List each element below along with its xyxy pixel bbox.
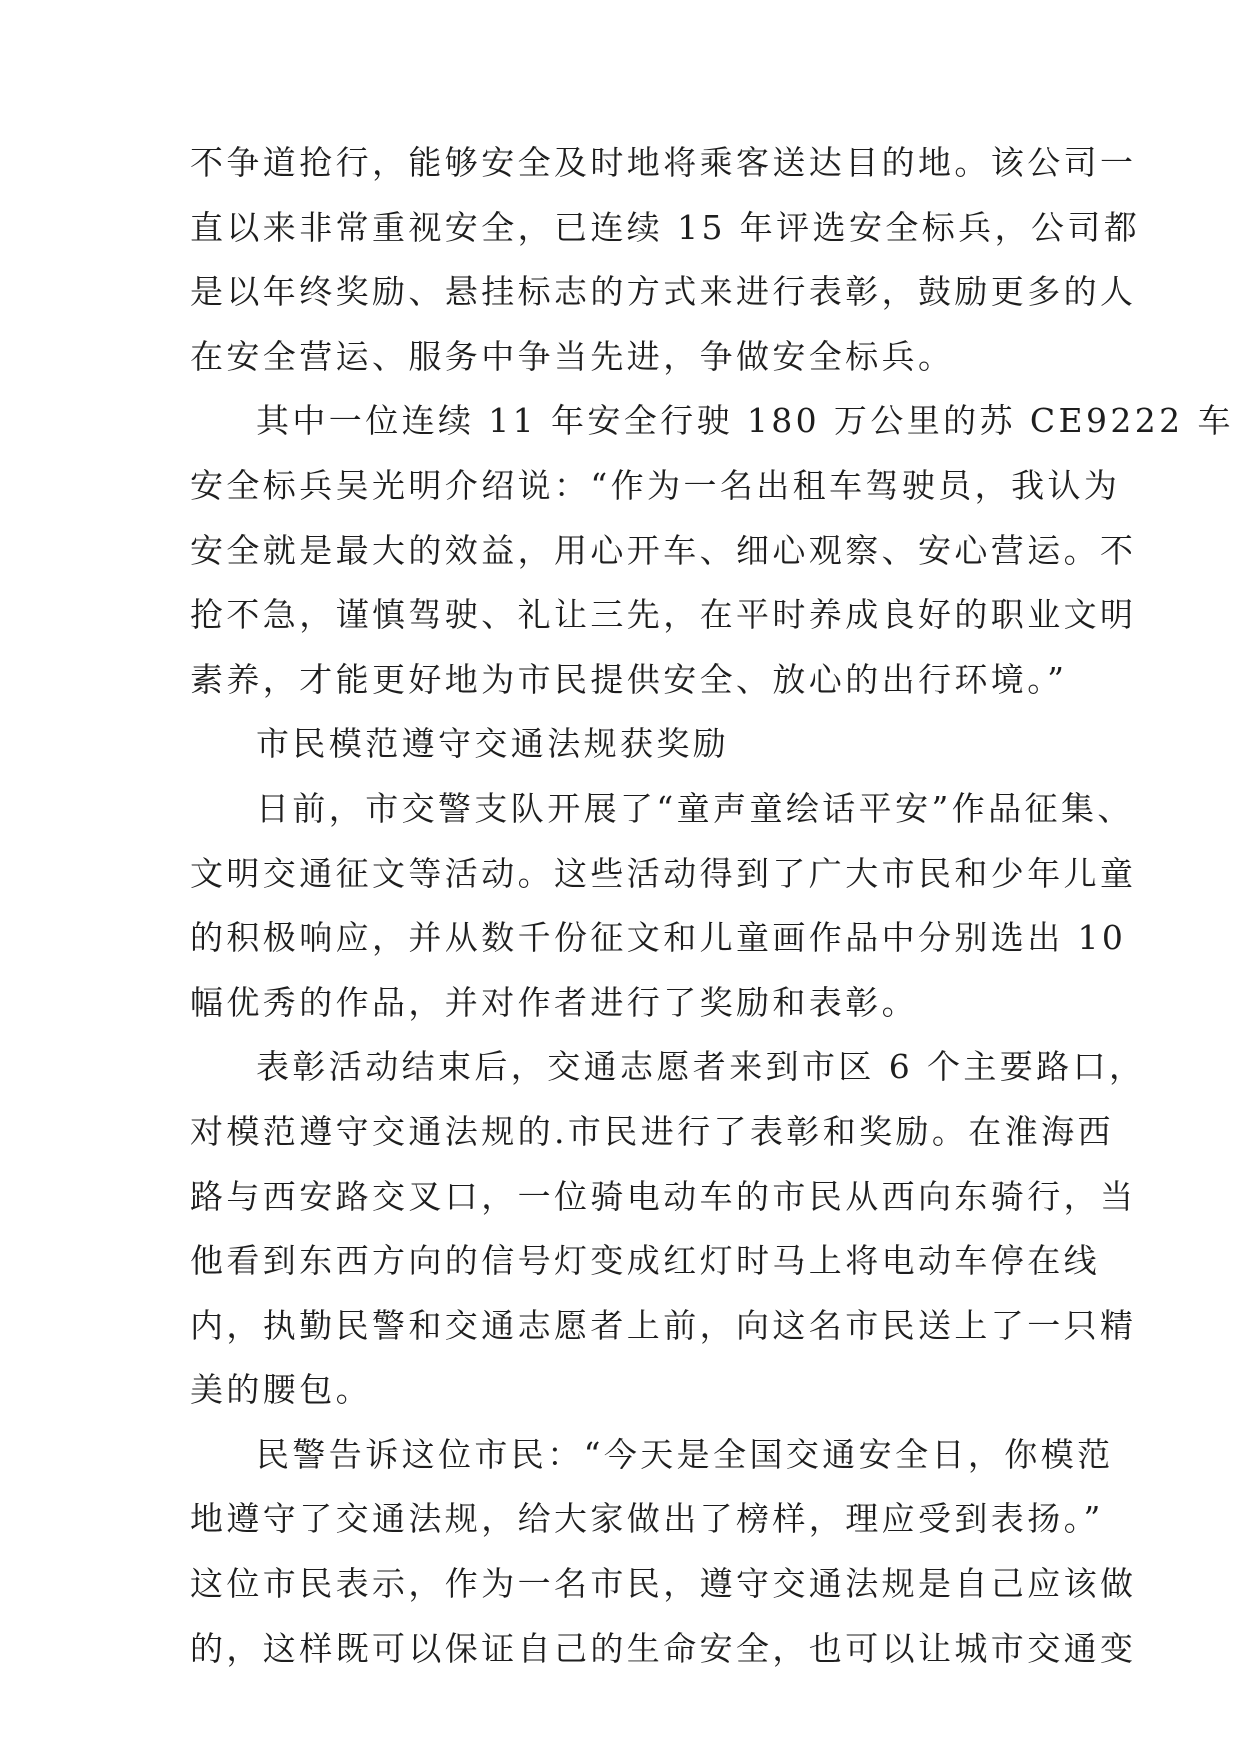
text-line: 安全标兵吴光明介绍说：“作为一名出租车驾驶员，我认为	[190, 465, 1121, 505]
text-line: 是以年终奖励、悬挂标志的方式来进行表彰，鼓励更多的人	[190, 272, 1137, 312]
text-line: 地遵守了交通法规，给大家做出了榜样，理应受到表扬。”	[190, 1499, 1104, 1539]
text-line: 的积极响应，并从数千份征文和儿童画作品中分别选出 10	[190, 918, 1127, 958]
text-line: 安全就是最大的效益，用心开车、细心观察、安心营运。不	[190, 530, 1137, 570]
paragraph-first-line: 民警告诉这位市民：“今天是全国交通安全日，你模范	[256, 1434, 1114, 1474]
text-line: 对模范遵守交通法规的.市民进行了表彰和奖励。在淮海西	[190, 1111, 1114, 1151]
text-line: 美的腰包。	[190, 1370, 372, 1410]
text-line: 内，执勤民警和交通志愿者上前，向这名市民送上了一只精	[190, 1305, 1137, 1345]
text-line: 素养，才能更好地为市民提供安全、放心的出行环境。”	[190, 659, 1068, 699]
text-line: 他看到东西方向的信号灯变成红灯时马上将电动车停在线	[190, 1241, 1100, 1281]
text-line: 不争道抢行，能够安全及时地将乘客送达目的地。该公司一	[190, 143, 1137, 182]
text-line: 文明交通征文等活动。这些活动得到了广大市民和少年儿童	[190, 853, 1137, 893]
section-heading: 市民模范遵守交通法规获奖励	[256, 724, 730, 764]
text-line: 抢不急，谨慎驾驶、礼让三先，在平时养成良好的职业文明	[190, 595, 1137, 635]
paragraph-first-line: 其中一位连续 11 年安全行驶 180 万公里的苏 CE9222 车	[256, 401, 1234, 441]
paragraph-first-line: 日前，市交警支队开展了“童声童绘话平安”作品征集、	[256, 788, 1134, 828]
article-body	[190, 131, 1234, 1681]
text-line: 直以来非常重视安全，已连续 15 年评选安全标兵，公司都	[190, 207, 1141, 247]
paragraph-first-line: 表彰活动结束后，交通志愿者来到市区 6 个主要路口，	[256, 1047, 1146, 1087]
text-line: 的，这样既可以保证自己的生命安全，也可以让城市交通变	[190, 1628, 1137, 1668]
text-line: 幅优秀的作品，并对作者进行了奖励和表彰。	[190, 982, 918, 1022]
text-line: 路与西安路交叉口，一位骑电动车的市民从西向东骑行，当	[190, 1176, 1137, 1216]
text-line: 在安全营运、服务中争当先进，争做安全标兵。	[190, 336, 955, 376]
text-line: 这位市民表示，作为一名市民，遵守交通法规是自己应该做	[190, 1564, 1137, 1604]
